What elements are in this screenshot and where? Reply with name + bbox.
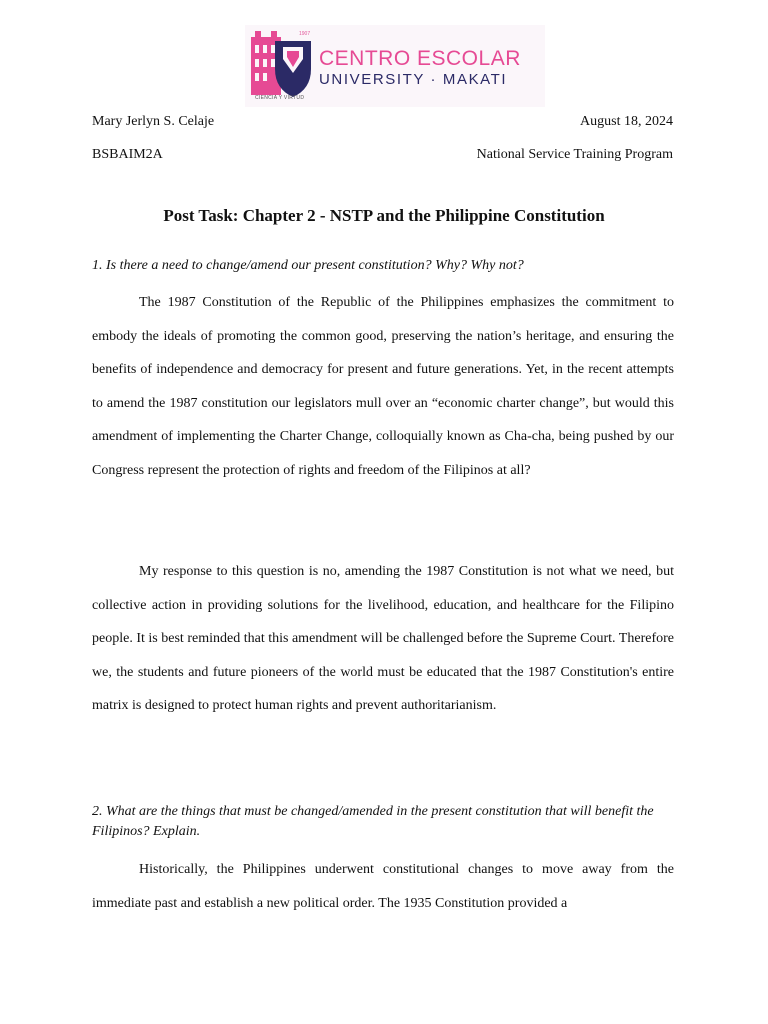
page-title: Post Task: Chapter 2 - NSTP and the Philippine Constitution: [163, 206, 605, 225]
logo-year: 1907: [299, 31, 311, 37]
submission-date: August 18, 2024: [580, 114, 673, 129]
question-1: 1. Is there a need to change/amend our present constitution? Why? Why not?: [92, 258, 524, 273]
answer-2-paragraph-1: Historically, the Philippines underwent constitutional changes to move away from the immediate past and establish a new political order. The 1935 Constitution provided a: [92, 862, 674, 911]
question-2: 2. What are the things that must be changed/amended in the present constitution that will benefit the Filipinos? Explain.: [92, 804, 654, 839]
logo-motto: CIENCIA Y VIRTUD: [255, 95, 305, 101]
student-name: Mary Jerlyn S. Celaje: [92, 114, 215, 129]
logo-name-line2: UNIVERSITY · MAKATI: [319, 71, 508, 88]
student-section: BSBAIM2A: [92, 147, 163, 162]
course-name: National Service Training Program: [476, 147, 673, 162]
answer-1-paragraph-1: The 1987 Constitution of the Republic of the Philippines emphasizes the commitment to embody the ideals of promoting the common good, preserving the nation’s heritage, and ensuring the benefits of independence and democracy for present and future generations. Yet, in the recent attempts to amend the 1987 constitution our legislators mull over an “economic charter change”, but would this amendment of implementing the Charter Change, colloquially known as Cha-cha, being pushed by our Congress represent the protection of rights and freedom of the Filipinos at all?: [92, 295, 674, 478]
university-logo: [245, 25, 545, 107]
answer-1-paragraph-2: My response to this question is no, amending the 1987 Constitution is not what we need, but collective action in providing solutions for the livelihood, education, and healthcare for the Filipino people. It is best reminded that this amendment will be challenged before the Supreme Court. Therefore we, the students and future pioneers of the world must be educated that the 1987 Constitution's entire matrix is designed to protect human rights and prevent authoritarianism.: [92, 564, 674, 714]
university-crest-icon: [249, 29, 317, 101]
logo-name-line1: CENTRO ESCOLAR: [319, 47, 521, 70]
